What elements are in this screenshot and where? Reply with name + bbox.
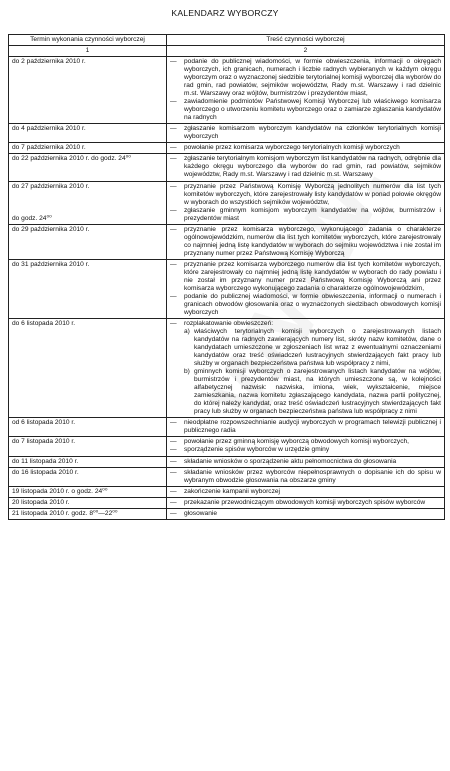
term-cell bbox=[9, 124, 167, 143]
dash-bullet-icon: — bbox=[170, 125, 177, 133]
activity-cell bbox=[167, 154, 445, 181]
activity-text: nieodpłatne rozpowszechnianie audycji wyborczych w programach telewizji publicznej i publicznego radia bbox=[184, 419, 441, 435]
subitem-text: właściwych terytorialnych komisji wyborczych o zarejestrowanych listach kandydatów na radnych zawierających numery list, skróty nazw komitetów, dane o kandydatach umieszczone w zgłoszeniach list wraz z ewentualnymi oznaczeniami kandydatów oraz treść oświadczeń lustracyjnych stwierdzających fakt pracy lub służby w organach bezpieczeństwa państwa lub współpracy z nimi, bbox=[194, 328, 441, 368]
table-row bbox=[9, 154, 445, 181]
activity-text: powołanie przez gminną komisję wyborczą obwodowych komisji wyborczych, bbox=[184, 438, 410, 446]
activity-cell bbox=[167, 259, 445, 318]
activity-text: przekazanie przewodniczącym obwodowych komisji wyborczych spisów wyborców bbox=[184, 498, 426, 506]
table-row bbox=[9, 486, 445, 497]
term-cell bbox=[9, 181, 167, 224]
dash-bullet-icon: — bbox=[170, 487, 177, 495]
activity-subitem bbox=[170, 368, 441, 416]
table-row bbox=[9, 456, 445, 467]
dash-bullet-icon: — bbox=[170, 182, 177, 190]
term-text: do 4 października 2010 r. bbox=[12, 125, 86, 133]
term-text: od 6 listopada 2010 r. bbox=[12, 419, 76, 427]
table-row bbox=[9, 181, 445, 224]
dash-bullet-icon: — bbox=[170, 144, 177, 152]
dash-bullet-icon: — bbox=[170, 509, 177, 517]
activity-item bbox=[170, 320, 441, 328]
activity-cell bbox=[167, 456, 445, 467]
activity-cell bbox=[167, 224, 445, 259]
activity-item bbox=[170, 207, 441, 223]
table-row bbox=[9, 224, 445, 259]
table-row bbox=[9, 124, 445, 143]
activity-item bbox=[170, 488, 441, 496]
table-row bbox=[9, 259, 445, 318]
activity-item bbox=[170, 446, 441, 454]
term-secondary-text: do godz. 24⁰⁰ bbox=[12, 214, 52, 222]
activity-item bbox=[170, 458, 441, 466]
activity-cell bbox=[167, 437, 445, 456]
dash-bullet-icon: — bbox=[170, 225, 177, 233]
term-text: do 29 października 2010 r. bbox=[12, 225, 90, 233]
term-text: do 31 października 2010 r. bbox=[12, 260, 90, 268]
activity-cell bbox=[167, 486, 445, 497]
activity-text: przyznanie przez komisarza wyborczego numerów dla list tych komitetów wyborczych, które zarejestrowały co najmniej jedną listę kandydatów w wyborach do rady powiatu i nie został im przyznany numer przez Państwową Komisję Wyborczą ani przez komisarza wyborczego wykonującego zadania o charakterze ogólnowojewódzkim, bbox=[184, 260, 441, 292]
activity-text: sporządzenie spisów wyborców w urzędzie gminy bbox=[184, 446, 330, 454]
activity-text: rozplakatowanie obwieszczeń: bbox=[184, 320, 274, 327]
term-cell bbox=[9, 467, 167, 486]
activity-text: podanie do publicznej wiadomości, w formie obwieszczenia, informacji o numerach i granicach obwodów głosowania oraz o wyznaczonych siedzibach obwodowych komisji wyborczych bbox=[184, 292, 441, 316]
activity-item bbox=[170, 293, 441, 317]
term-cell bbox=[9, 154, 167, 181]
activity-text: zawiadomienie podmiotów Państwowej Komisji Wyborczej lub właściwego komisarza wyborczego o utworzeniu komitetu wyborczego oraz o zamiarze zgłaszania kandydatów na radnych bbox=[184, 98, 441, 122]
term-cell bbox=[9, 319, 167, 418]
activity-cell bbox=[167, 467, 445, 486]
activity-item bbox=[170, 155, 441, 179]
dash-bullet-icon: — bbox=[170, 292, 177, 300]
table-row bbox=[9, 437, 445, 456]
subitem-label: b) bbox=[184, 368, 190, 376]
activity-text: zgłaszanie komisarzom wyborczym kandydatów na członków terytorialnych komisji wyborczych bbox=[184, 125, 441, 141]
activity-cell bbox=[167, 508, 445, 519]
activity-text: przyznanie przez Państwową Komisję Wyborczą jednolitych numerów dla list tych komitetów wyborczych, które zarejestrowały listy kandydatów w ponad połowie okręgów w wyborach do wszystkich sejmików województw, bbox=[184, 182, 441, 206]
term-text: do 6 listopada 2010 r. bbox=[12, 320, 76, 327]
dash-bullet-icon: — bbox=[170, 446, 177, 454]
dash-bullet-icon: — bbox=[170, 206, 177, 214]
term-cell bbox=[9, 486, 167, 497]
table-row bbox=[9, 57, 445, 124]
activity-text: powołanie przez komisarza wyborczego terytorialnych komisji wyborczych bbox=[184, 144, 400, 152]
activity-text: zgłaszanie terytorialnym komisjom wyborczym list kandydatów na radnych, odrębnie dla każdego okręgu wyborczego dla wyborów do rad gmin, rad powiatów, sejmików województw, Rady m.st. Warszawy i rad dzielnic m.st. Warszawy bbox=[184, 155, 441, 179]
table-row bbox=[9, 467, 445, 486]
activity-item bbox=[170, 183, 441, 207]
table-header-row bbox=[9, 35, 445, 46]
term-text: do 2 października 2010 r. bbox=[12, 58, 86, 66]
activity-item bbox=[170, 419, 441, 435]
activity-text: podanie do publicznej wiadomości, w formie obwieszczenia, informacji o okręgach wyborczych, ich granicach, numerach i liczbie radnych wybieranych w każdym okręgu wyborczym oraz o wyznaczonej siedzibie terytorialnej komisji wyborczej dla wyborów do rad gmin, rad powiatów, sejmików województw, Rady m.st. Warszawy i rad dzielnic m.st. Warszawy oraz wójtów, burmistrzów i prezydentów miast, bbox=[184, 58, 441, 98]
activity-subitem bbox=[170, 328, 441, 368]
activity-item bbox=[170, 125, 441, 141]
column-header-activity: Treść czynności wyborczej bbox=[167, 35, 445, 46]
activity-item bbox=[170, 144, 441, 152]
activity-cell bbox=[167, 124, 445, 143]
table-row bbox=[9, 497, 445, 508]
activity-item bbox=[170, 58, 441, 98]
dash-bullet-icon: — bbox=[170, 457, 177, 465]
dash-bullet-icon: — bbox=[170, 58, 177, 66]
term-cell bbox=[9, 497, 167, 508]
dash-bullet-icon: — bbox=[170, 438, 177, 446]
term-text: do 27 października 2010 r. bbox=[12, 182, 90, 190]
activity-cell bbox=[167, 143, 445, 154]
election-calendar-table bbox=[8, 34, 445, 520]
dash-bullet-icon: — bbox=[170, 155, 177, 163]
activity-item bbox=[170, 226, 441, 258]
column-number-row bbox=[9, 46, 445, 57]
term-text: do 16 listopada 2010 r. bbox=[12, 468, 79, 476]
term-cell bbox=[9, 456, 167, 467]
dash-bullet-icon: — bbox=[170, 498, 177, 506]
table-row bbox=[9, 143, 445, 154]
dash-bullet-icon: — bbox=[170, 320, 177, 327]
activity-cell bbox=[167, 418, 445, 437]
activity-cell bbox=[167, 181, 445, 224]
term-text: do 11 listopada 2010 r. bbox=[12, 457, 79, 465]
dash-bullet-icon: — bbox=[170, 468, 177, 476]
column-header-term: Termin wykonania czynności wyborczej bbox=[9, 35, 167, 46]
activity-item bbox=[170, 499, 441, 507]
activity-cell bbox=[167, 57, 445, 124]
table-row bbox=[9, 508, 445, 519]
term-cell bbox=[9, 418, 167, 437]
page-title: KALENDARZ WYBORCZY bbox=[171, 8, 279, 18]
table-row bbox=[9, 418, 445, 437]
dash-bullet-icon: — bbox=[170, 419, 177, 427]
activity-text: przyznanie przez komisarza wyborczego, wykonującego zadania o charakterze ogólnowojewódzkim, numerów dla list tych komitetów wyborczych, które zarejestrowały co najmniej jedną listę kandydatów w wyborach do sejmiku województwa i nie został im przyznany numer przez Państwową Komisję Wyborczą bbox=[184, 225, 441, 257]
dash-bullet-icon: — bbox=[170, 98, 177, 106]
term-cell bbox=[9, 224, 167, 259]
term-cell bbox=[9, 259, 167, 318]
subitem-label: a) bbox=[184, 328, 190, 336]
activity-cell bbox=[167, 497, 445, 508]
activity-item bbox=[170, 261, 441, 293]
subitem-text: gminnych komisji wyborczych o zarejestrowanych listach kandydatów na wójtów, burmistrzów i prezydentów miast, na których umieszczone są, w kolejności alfabetycznej nazwisk: nazwiska, imiona, wiek, wykształcenie, miejsce zamieszkania, nazwa komitetu zgłaszającego kandydata, nazwa partii politycznej, do której należy kandydat, oraz treść oświadczeń lustracyjnych stwierdzających fakt pracy lub służby w organach bezpieczeństwa państwa lub współpracy z nimi bbox=[194, 368, 441, 416]
activity-text: zakończenie kampanii wyborczej bbox=[184, 487, 281, 495]
term-text: do 22 października 2010 r. do godz. 24⁰⁰ bbox=[12, 155, 131, 163]
term-text: do 7 października 2010 r. bbox=[12, 144, 86, 152]
term-cell bbox=[9, 143, 167, 154]
activity-cell bbox=[167, 319, 445, 418]
column-number-2: 2 bbox=[167, 46, 445, 57]
term-text: 21 listopada 2010 r. godz. 8⁰⁰—22⁰⁰ bbox=[12, 509, 118, 517]
activity-item bbox=[170, 438, 441, 446]
activity-item bbox=[170, 469, 441, 485]
activity-item bbox=[170, 98, 441, 122]
dash-bullet-icon: — bbox=[170, 260, 177, 268]
activity-text: składanie wniosków o sporządzenie aktu pełnomocnictwa do głosowania bbox=[184, 457, 397, 465]
table-body bbox=[9, 57, 445, 520]
term-cell bbox=[9, 437, 167, 456]
activity-text: składanie wniosków przez wyborców niepełnosprawnych o dopisanie ich do spisu w wybranym obwodzie głosowania na obszarze gminy bbox=[184, 468, 441, 484]
term-text: 20 listopada 2010 r. bbox=[12, 498, 70, 506]
term-cell bbox=[9, 508, 167, 519]
activity-item bbox=[170, 510, 441, 518]
activity-text: zgłaszanie gminnym komisjom wyborczym kandydatów na wójtów, burmistrzów i prezydentów miast bbox=[184, 206, 441, 222]
term-cell bbox=[9, 57, 167, 124]
term-text: do 7 listopada 2010 r. bbox=[12, 438, 76, 446]
term-text: 19 listopada 2010 r. o godz. 24⁰⁰ bbox=[12, 487, 108, 495]
table-row bbox=[9, 319, 445, 418]
activity-text: głosowanie bbox=[184, 509, 217, 517]
column-number-1: 1 bbox=[9, 46, 167, 57]
